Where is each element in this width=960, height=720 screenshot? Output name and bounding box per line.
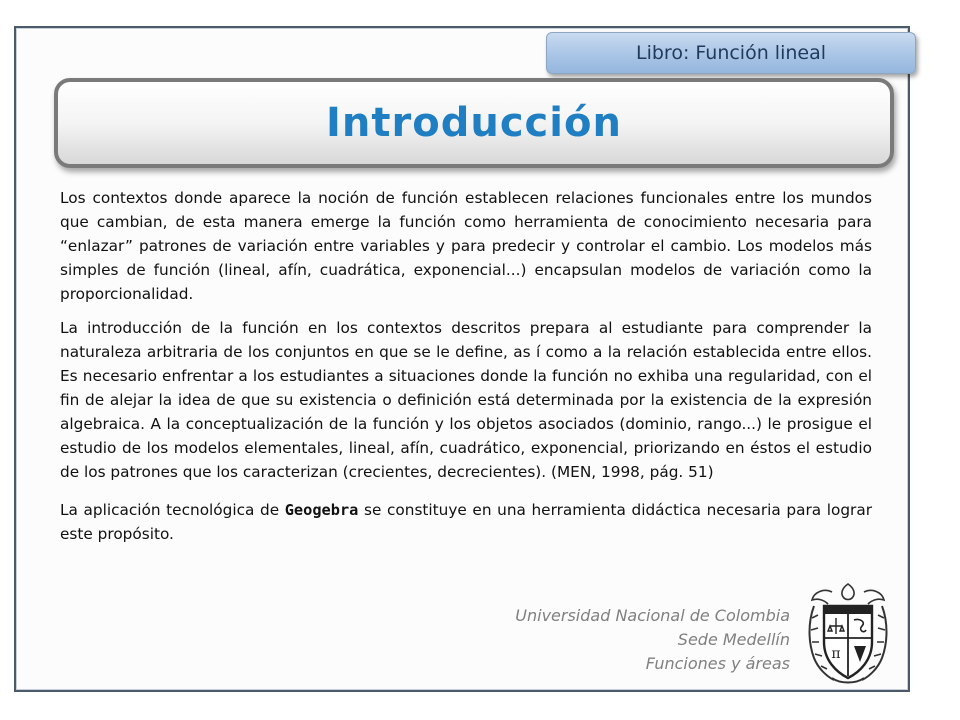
university-seal-icon xyxy=(802,578,894,688)
paragraph-3-end: se constituye en una herramienta didáctica necesaria para lograr este propósito. xyxy=(60,501,872,543)
page-title: Introducción xyxy=(326,100,622,146)
book-title-label: Libro: Función lineal xyxy=(636,42,826,64)
title-banner xyxy=(54,78,894,168)
footer-campus: Sede Medellín xyxy=(677,630,790,649)
geogebra-term: Geogebra xyxy=(284,501,359,519)
footer-university: Universidad Nacional de Colombia xyxy=(515,606,790,625)
paragraph-3-start: La aplicación tecnológica de xyxy=(60,501,285,519)
svg-text:π: π xyxy=(831,646,841,662)
footer-course: Funciones y áreas xyxy=(645,654,790,673)
footer-credits xyxy=(515,604,790,676)
book-title-tab xyxy=(546,32,916,74)
paragraph-1: Los contextos donde aparece la noción de función establecen relaciones funcionales entre los mundos que cambian, de esta manera emerge la función como herramienta de conocimiento necesaria para “enlazar” patrones de variación entre variables y para predecir y controlar el cambio. Los modelos más simples de función (lineal, afín, cuadrática, exponencial...) encapsulan modelos de variación como la proporcionalidad. xyxy=(60,189,872,303)
body-text xyxy=(60,186,872,556)
paragraph-2: La introducción de la función en los contextos descritos prepara al estudiante para comprender la naturaleza arbitraria de los conjuntos en que se le define, as í como a la relación establecida entre ellos. Es necesario enfrentar a los estudiantes a situaciones donde la función no exhiba una regularidad, con el fin de alejar la idea de que su existencia o definición está determinada por la existencia de la expresión algebraica. A la conceptualización de la función y los objetos asociados (dominio, rango...) le prosigue el estudio de los modelos elementales, lineal, afín, cuadrático, exponencial, priorizando en éstos el estudio de los patrones que los caracterizan (crecientes, decrecientes). (MEN, 1998, pág. 51) xyxy=(60,319,872,481)
paragraph-3 xyxy=(60,498,872,546)
